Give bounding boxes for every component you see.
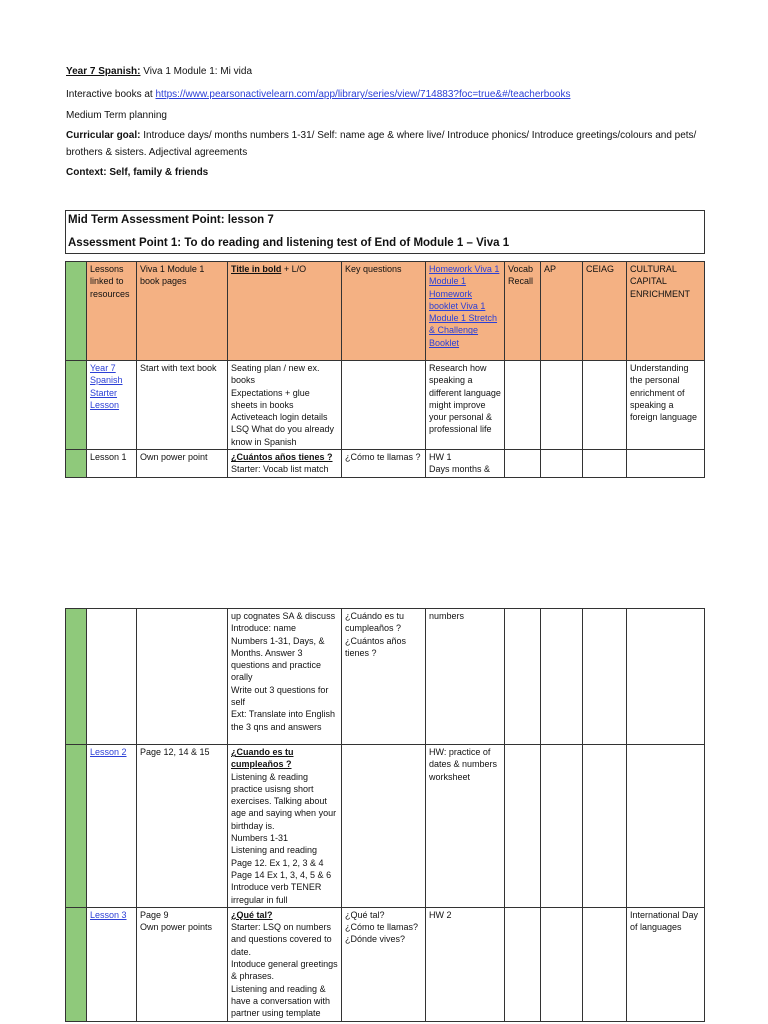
cell-ap (541, 907, 583, 1021)
cell-key-questions (342, 745, 426, 908)
cell-vocab (505, 745, 541, 908)
table-row (66, 745, 705, 908)
year-label: Year 7 Spanish: (66, 66, 141, 77)
medium-term-text: Medium Term planning (66, 110, 167, 121)
lesson2-body: Listening & reading practice usisng short exercises. Talking about age and saying when your birthday is. Numbers 1-31 Listening and reading Page 12. Ex 1, 2, 3 & 4 Page 14 Ex 1, 3, 4, 5 & 6 Introduce verb TENER irregular in full (231, 771, 337, 905)
cell-lesson[interactable] (87, 361, 137, 450)
cell-pages: Own power point (137, 450, 228, 478)
col-book-pages: Viva 1 Module 1 book pages (137, 262, 228, 361)
col-ceiag: CEIAG (583, 262, 627, 361)
curricular-goal (66, 127, 706, 161)
cell-ap (541, 745, 583, 908)
planning-table-part2 (65, 608, 705, 1022)
interactive-prefix: Interactive books at (66, 89, 156, 100)
year-value: Viva 1 Module 1: Mi vida (140, 66, 253, 77)
cell-vocab (505, 609, 541, 745)
lesson1-starter: Starter: Vocab list match (231, 464, 329, 475)
cell-ceiag (583, 450, 627, 478)
cell-lesson[interactable] (87, 745, 137, 908)
cell-ap (541, 361, 583, 450)
table-row (66, 450, 705, 478)
cell-cultural (627, 450, 705, 478)
lesson2-title: ¿Cuando es tu cumpleaños ? (231, 747, 294, 770)
cell-title (228, 745, 342, 908)
cell-lesson: Lesson 1 (87, 450, 137, 478)
cell-pages: Page 12, 14 & 15 (137, 745, 228, 908)
table-row-marker (66, 361, 87, 450)
cell-cultural (627, 609, 705, 745)
cell-key-questions: ¿Cuándo es tu cumpleaños ? ¿Cuántos años tienes ? (342, 609, 426, 745)
col-title-rest: + L/O (281, 264, 307, 274)
cell-cultural: International Day of languages (627, 907, 705, 1021)
table-header-row (66, 262, 705, 361)
goal-label: Curricular goal: (66, 130, 141, 141)
cell-title: Seating plan / new ex. books Expectations + glue sheets in books Activeteach login details LSQ What do you already know in Spanish (228, 361, 342, 450)
cell-vocab (505, 450, 541, 478)
lesson1-title: ¿Cuántos años tienes ? (231, 452, 333, 463)
table-row (66, 361, 705, 450)
col-vocab-recall: Vocab Recall (505, 262, 541, 361)
lesson2-link[interactable]: Lesson 2 (90, 747, 127, 757)
cell-ceiag (583, 361, 627, 450)
cell-homework: HW 1 Days months & (426, 450, 505, 478)
col-title (228, 262, 342, 361)
table-row-marker (66, 745, 87, 908)
table-row-marker (66, 609, 87, 745)
starter-lesson-link[interactable]: Year 7 Spanish Starter Lesson (90, 363, 123, 410)
cell-pages (137, 609, 228, 745)
cell-title (228, 907, 342, 1021)
interactive-books-link[interactable]: https://www.pearsonactivelearn.com/app/library/series/view/714883?foc=true&#/teacherbooks (155, 89, 571, 100)
cell-homework: HW: practice of dates & numbers worksheet (426, 745, 505, 908)
cell-pages: Start with text book (137, 361, 228, 450)
table-row (66, 907, 705, 1021)
cell-vocab (505, 907, 541, 1021)
cell-ap (541, 609, 583, 745)
cell-title (228, 450, 342, 478)
homework-links[interactable]: Homework Viva 1 Module 1 Homework booklet Viva 1 Module 1 Stretch & Challenge Booklet (429, 264, 500, 348)
cell-homework: numbers (426, 609, 505, 745)
cell-title: up cognates SA & discuss Introduce: name Numbers 1-31, Days, & Months. Answer 3 questions and practice orally Write out 3 questions for self Ext: Translate into English the 3 qns and answers (228, 609, 342, 745)
cell-ap (541, 450, 583, 478)
table-row-marker (66, 262, 87, 361)
col-lessons: Lessons linked to resources (87, 262, 137, 361)
table-row-marker (66, 907, 87, 1021)
cell-ceiag (583, 907, 627, 1021)
goal-text: Introduce days/ months numbers 1-31/ Self: name age & where live/ Introduce phonics/ Introduce greetings/colours and pets/ brothers & sisters. Adjectival agreements (66, 130, 697, 158)
col-homework[interactable] (426, 262, 505, 361)
cell-ceiag (583, 609, 627, 745)
cell-cultural (627, 745, 705, 908)
cell-homework: Research how speaking a different language might improve your personal & professional life (426, 361, 505, 450)
cell-vocab (505, 361, 541, 450)
interactive-books-line (66, 89, 570, 100)
cell-pages: Page 9 Own power points (137, 907, 228, 1021)
context-text: Context: Self, family & friends (66, 167, 209, 178)
mid-term-assessment: Mid Term Assessment Point: lesson 7 (68, 214, 274, 226)
table-row (66, 609, 705, 745)
cell-key-questions (342, 361, 426, 450)
col-title-bold: Title in bold (231, 264, 282, 274)
cell-homework: HW 2 (426, 907, 505, 1021)
lesson3-link[interactable]: Lesson 3 (90, 909, 127, 920)
assessment-point-1: Assessment Point 1: To do reading and listening test of End of Module 1 – Viva 1 (68, 237, 510, 249)
col-ap: AP (541, 262, 583, 361)
col-key-questions: Key questions (342, 262, 426, 361)
cell-key-questions: ¿Cómo te llamas ? (342, 450, 426, 478)
planning-table-part1 (65, 261, 705, 478)
cell-cultural: Understanding the personal enrichment of speaking a foreign language (627, 361, 705, 450)
cell-ceiag (583, 745, 627, 908)
table-row-marker (66, 450, 87, 478)
cell-key-questions: ¿Qué tal? ¿Cómo te llamas? ¿Dónde vives? (342, 907, 426, 1021)
cell-lesson (87, 609, 137, 745)
lesson3-title: ¿Qué tal? (231, 909, 273, 920)
cell-lesson[interactable] (87, 907, 137, 1021)
year-line (66, 66, 252, 77)
lesson3-body: Starter: LSQ on numbers and questions covered to date. Intoduce general greetings & phrases. Listening and reading & have a conversation with partner using template (231, 922, 338, 1019)
col-cultural-capital: CULTURAL CAPITAL ENRICHMENT (627, 262, 705, 361)
assessment-box (65, 210, 705, 254)
